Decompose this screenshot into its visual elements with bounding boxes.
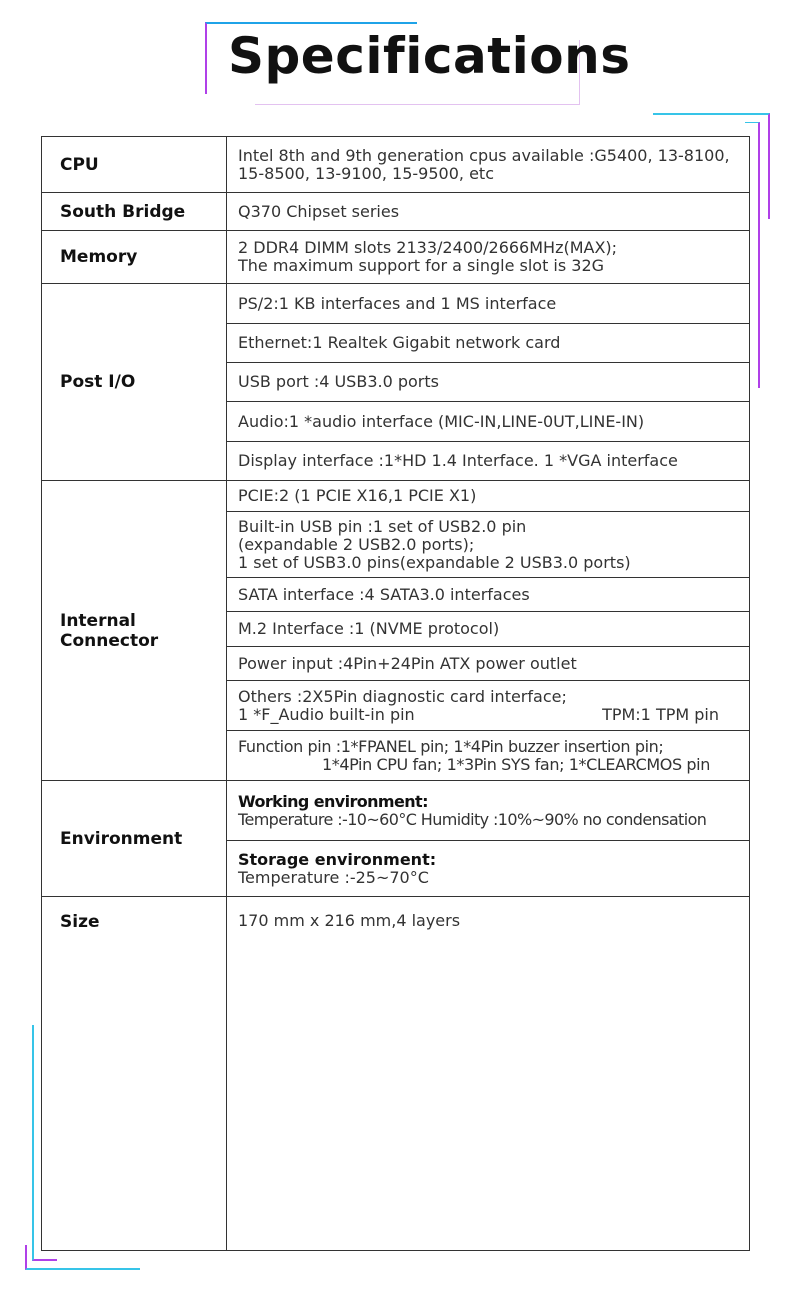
function-line-1: Function pin :1*FPANEL pin; 1*4Pin buzzer insertion pin; <box>238 736 664 756</box>
working-env-value: Temperature :-10~60°C Humidity :10%~90% no condensation <box>238 809 707 829</box>
others-line-2: 1 *F_Audio built-in pin <box>238 704 415 724</box>
connector-usb-pin <box>227 512 750 578</box>
spec-row-memory <box>42 231 750 284</box>
storage-env-title: Storage environment: <box>238 849 437 869</box>
spec-label-cpu: CPU <box>42 137 227 193</box>
connector-others <box>227 681 750 731</box>
post-io-item: Ethernet:1 Realtek Gigabit network card <box>227 324 750 363</box>
post-io-item: PS/2:1 KB interfaces and 1 MS interface <box>227 284 750 324</box>
connector-function-pin <box>227 731 750 781</box>
spec-value-cpu <box>227 137 750 193</box>
post-io-item: Display interface :1*HD 1.4 Interface. 1 *VGA interface <box>227 442 750 481</box>
spec-label-size: Size <box>42 897 227 1251</box>
spec-table <box>41 136 750 1251</box>
environment-storage <box>227 841 750 897</box>
cpu-line-1: Intel 8th and 9th generation cpus available :G5400, 13-8100, <box>238 145 730 165</box>
spec-row-post-io <box>42 284 750 324</box>
others-line-1: Others :2X5Pin diagnostic card interface; <box>238 686 567 706</box>
cpu-line-2: 15-8500, 13-9100, 15-9500, etc <box>238 163 494 183</box>
usb-pin-line-1: Built-in USB pin :1 set of USB2.0 pin <box>238 516 527 536</box>
others-tpm: TPM:1 TPM pin <box>602 704 719 724</box>
spec-label-south-bridge: South Bridge <box>42 193 227 231</box>
connector-sata: SATA interface :4 SATA3.0 interfaces <box>227 578 750 612</box>
usb-pin-line-3: 1 set of USB3.0 pins(expandable 2 USB3.0 ports) <box>238 552 631 572</box>
spec-row-south-bridge <box>42 193 750 231</box>
spec-label-memory: Memory <box>42 231 227 284</box>
working-env-title: Working environment: <box>238 791 428 811</box>
others-line-2-wrap <box>238 706 747 724</box>
connector-m2: M.2 Interface :1 (NVME protocol) <box>227 612 750 647</box>
spec-row-cpu <box>42 137 750 193</box>
spec-label-post-io: Post I/O <box>42 284 227 481</box>
spec-value-size: 170 mm x 216 mm,4 layers <box>227 897 750 1251</box>
connector-power: Power input :4Pin+24Pin ATX power outlet <box>227 647 750 681</box>
memory-line-2: The maximum support for a single slot is 32G <box>238 256 605 275</box>
spec-label-internal-connector: Internal Connector <box>42 481 227 781</box>
environment-working <box>227 781 750 841</box>
spec-label-environment: Environment <box>42 781 227 897</box>
spec-value-memory <box>227 231 750 284</box>
connector-pcie: PCIE:2 (1 PCIE X16,1 PCIE X1) <box>227 481 750 512</box>
post-io-item: USB port :4 USB3.0 ports <box>227 363 750 402</box>
storage-env-value: Temperature :-25~70°C <box>238 867 429 887</box>
spec-row-size <box>42 897 750 1251</box>
page-title: Specifications <box>228 27 631 85</box>
spec-row-environment <box>42 781 750 841</box>
usb-pin-line-2: (expandable 2 USB2.0 ports); <box>238 534 475 554</box>
post-io-item: Audio:1 *audio interface (MIC-IN,LINE-0UT,LINE-IN) <box>227 402 750 442</box>
spec-value-south-bridge: Q370 Chipset series <box>227 193 750 231</box>
spec-row-internal-connector <box>42 481 750 512</box>
function-line-2: 1*4Pin CPU fan; 1*3Pin SYS fan; 1*CLEARCMOS pin <box>322 754 710 774</box>
memory-line-1: 2 DDR4 DIMM slots 2133/2400/2666MHz(MAX); <box>238 238 618 257</box>
